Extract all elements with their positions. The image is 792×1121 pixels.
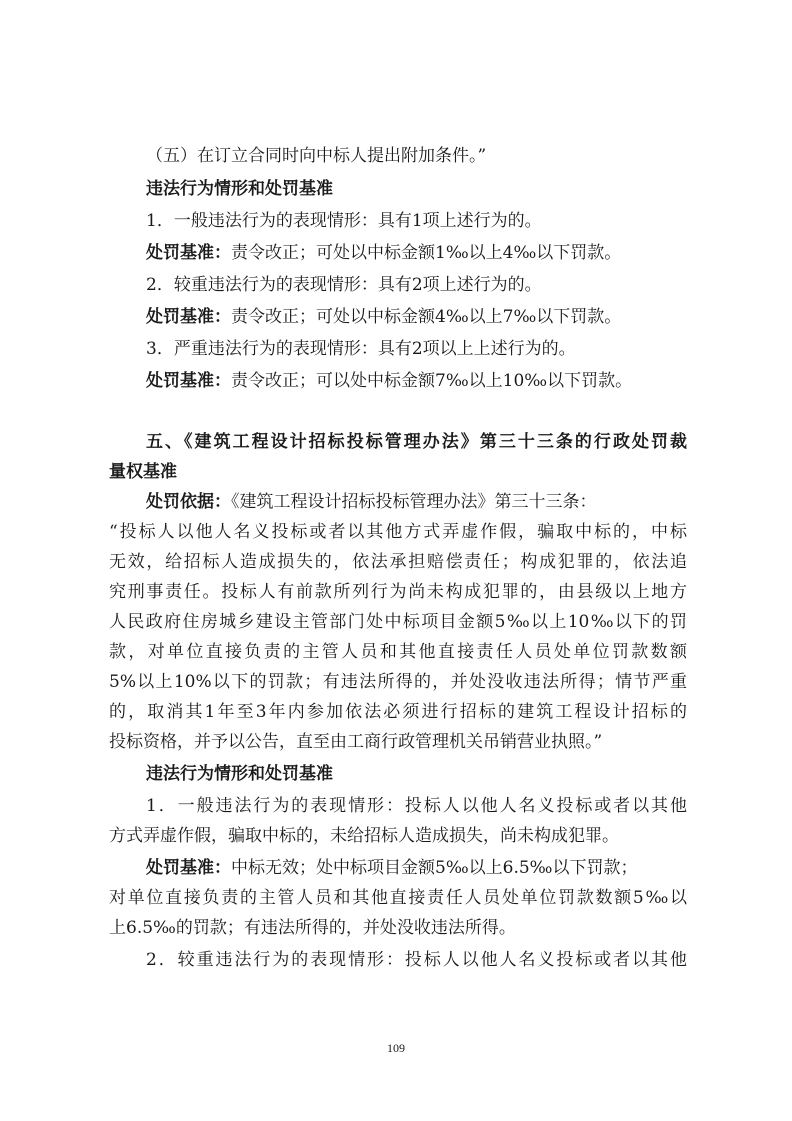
general-violation-text (109, 210, 687, 232)
quoted-article-line (109, 581, 687, 603)
serious-violation-content: 2．较重违法行为的表现情形：具有2项上述行为的。 (146, 275, 542, 295)
quoted-article-line (109, 521, 687, 543)
quoted-article-line (109, 551, 687, 573)
penalty-text: 责令改正；可以处中标金额7‰以上10‰以下罚款。 (231, 371, 633, 391)
penalty-basis (109, 491, 687, 513)
section-heading-text: 违法行为情形和处罚基准 (146, 179, 333, 199)
section-heading-text: 违法行为情形和处罚基准 (146, 764, 333, 784)
severe-violation-text (109, 338, 687, 360)
article-heading-text: 五、《建筑工程设计招标投标管理办法》第三十三条的行政处罚裁 (146, 432, 687, 452)
serious-violation-text-2 (109, 949, 687, 971)
quoted-article-text: 5%以上10%以下的罚款；有违法所得的，并处没收违法所得；情节严重 (109, 672, 687, 692)
penalty-text: 中标无效；处中标项目金额5‰以上6.5‰以下罚款； (231, 858, 638, 878)
general-violation-content: 方式弄虚作假，骗取中标的，未给招标人造成损失，尚未构成犯罪。 (109, 826, 619, 846)
section-heading-2 (109, 763, 687, 785)
quoted-article-text: 人民政府住房城乡建设主管部门处中标项目金额5‰以上10‰以下的罚 (109, 612, 687, 632)
article-heading-line-1 (109, 431, 687, 453)
general-violation-text-2 (109, 795, 687, 817)
penalty-standard-2 (109, 306, 687, 328)
penalty-label: 处罚基准： (146, 307, 231, 327)
penalty-text: 责令改正；可处以中标金额1‰以上4‰以下罚款。 (231, 243, 622, 263)
quoted-article-line (109, 671, 687, 693)
quoted-article-text: 款，对单位直接负责的主管人员和其他直接责任人员处单位罚款数额 (109, 642, 687, 662)
general-violation-content: 1．一般违法行为的表现情形：投标人以他人名义投标或者以其他 (146, 796, 687, 816)
article-heading-line-2 (109, 461, 687, 483)
penalty-standard-1 (109, 242, 687, 264)
penalty-standard-4 (109, 857, 687, 879)
serious-violation-text (109, 274, 687, 296)
page-number: 109 (387, 1041, 405, 1055)
clause-five-text (109, 145, 687, 167)
general-violation-text-2-cont (109, 825, 687, 847)
penalty-label: 处罚基准： (146, 371, 231, 391)
penalty-label: 处罚基准： (146, 243, 231, 263)
quoted-article-line (109, 701, 687, 723)
quoted-article-line (109, 611, 687, 633)
quoted-article-line (109, 731, 687, 753)
quoted-article-line (109, 641, 687, 663)
penalty-basis-label: 处罚依据： (146, 492, 231, 512)
quoted-article-text: 的，取消其1年至3年内参加依法必须进行招标的建筑工程设计招标的 (109, 702, 687, 722)
penalty-text: 对单位直接负责的主管人员和其他直接责任人员处单位罚款数额5‰以 (109, 888, 687, 908)
penalty-standard-4-cont (109, 917, 687, 939)
penalty-basis-text: 《建筑工程设计招标投标管理办法》第三十三条： (231, 492, 597, 512)
general-violation-content: 1．一般违法行为的表现情形：具有1项上述行为的。 (146, 211, 542, 231)
quoted-article-text: 投标资格，并予以公告，直至由工商行政管理机关吊销营业执照。” (109, 732, 603, 752)
quoted-article-text: 究刑事责任。投标人有前款所列行为尚未构成犯罪的，由县级以上地方 (109, 582, 687, 602)
article-heading-text: 量权基准 (109, 462, 177, 482)
quoted-article-text: “投标人以他人名义投标或者以其他方式弄虚作假，骗取中标的，中标 (109, 522, 687, 542)
severe-violation-content: 3．严重违法行为的表现情形：具有2项以上上述行为的。 (146, 339, 576, 359)
section-heading (109, 178, 687, 200)
clause-five-text-content: （五）在订立合同时向中标人提出附加条件。” (146, 146, 487, 166)
penalty-text: 责令改正；可处以中标金额4‰以上7‰以下罚款。 (231, 307, 622, 327)
penalty-text: 上6.5‰的罚款；有违法所得的，并处没收违法所得。 (109, 918, 516, 938)
serious-violation-content: 2．较重违法行为的表现情形：投标人以他人名义投标或者以其他 (146, 950, 687, 970)
quoted-article-text: 无效，给招标人造成损失的，依法承担赔偿责任；构成犯罪的，依法追 (109, 552, 687, 572)
penalty-label: 处罚基准： (146, 858, 231, 878)
penalty-standard-3 (109, 370, 687, 392)
penalty-standard-4-cont (109, 887, 687, 909)
